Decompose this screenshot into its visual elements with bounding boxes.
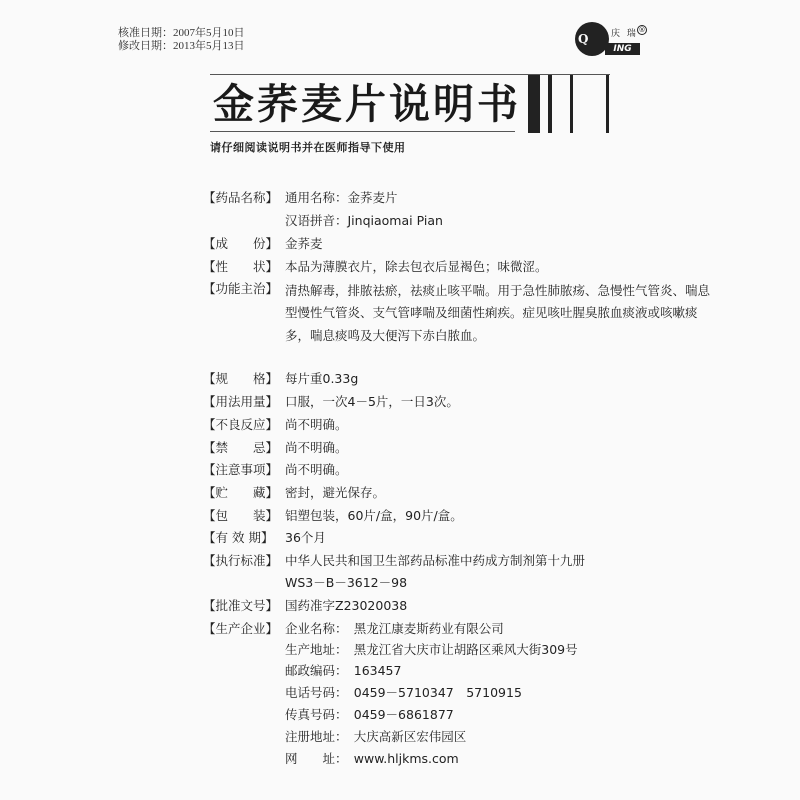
title-underline bbox=[210, 131, 515, 132]
registered-mark: ® bbox=[638, 26, 646, 34]
label-indications: 【功能主治】 bbox=[203, 281, 279, 296]
logo-band: ING bbox=[605, 43, 640, 55]
value-adverse: 尚不明确。 bbox=[285, 417, 348, 432]
phone-number: 电话号码： 0459－5710347 5710915 bbox=[285, 685, 522, 700]
logo-chinese-text: 庆 瑞 bbox=[611, 29, 638, 39]
generic-name: 通用名称：金荞麦片 bbox=[285, 190, 398, 205]
value-description: 本品为薄膜衣片，除去包衣后显褐色；味微涩。 bbox=[285, 259, 548, 274]
page-title: 金荞麦片说明书 bbox=[213, 80, 521, 128]
value-usage: 口服，一次4－5片，一日3次。 bbox=[285, 394, 459, 409]
label-manufacturer: 【生产企业】 bbox=[203, 621, 279, 636]
label-storage: 【贮 藏】 bbox=[203, 485, 279, 500]
revise-date: 修改日期：2013年5月13日 bbox=[118, 40, 245, 52]
fax-number: 传真号码： 0459－6861877 bbox=[285, 707, 454, 722]
label-standard: 【执行标准】 bbox=[203, 553, 279, 568]
label-precautions: 【注意事项】 bbox=[203, 462, 279, 477]
value-precautions: 尚不明确。 bbox=[285, 462, 348, 477]
approve-date: 核准日期：2007年5月10日 bbox=[118, 27, 245, 39]
value-package: 铝塑包装，60片/盒，90片/盒。 bbox=[285, 508, 463, 523]
value-indications: 清热解毒，排脓祛瘀，祛痰止咳平喘。用于急性肺脓疡、急慢性气管炎、喘息型慢性气管炎、支气管哮喘及细菌性痢疾。症见咳吐腥臭脓血痰液或咳嗽痰多，喘息痰鸣及大便泻下赤白脓血。 bbox=[285, 283, 711, 343]
title-stripes bbox=[520, 75, 610, 133]
label-usage: 【用法用量】 bbox=[203, 394, 279, 409]
label-package: 【包 装】 bbox=[203, 508, 279, 523]
website: 网 址： www.hljkms.com bbox=[285, 751, 459, 766]
standard-line1: 中华人民共和国卫生部药品标准中药成方制剂第十九册 bbox=[285, 553, 586, 568]
company-name: 企业名称： 黑龙江康麦斯药业有限公司 bbox=[285, 621, 504, 636]
approval-dates bbox=[118, 27, 245, 53]
logo-circle: Q bbox=[575, 22, 609, 56]
label-validity: 【有 效 期】 bbox=[203, 530, 274, 545]
value-ingredients: 金荞麦 bbox=[285, 236, 323, 251]
pinyin-name: 汉语拼音：Jinqiaomai Pian bbox=[285, 213, 443, 228]
value-approval: 国药准字Z23020038 bbox=[285, 598, 408, 613]
label-spec: 【规 格】 bbox=[203, 371, 279, 386]
value-spec: 每片重0.33g bbox=[285, 371, 359, 386]
label-adverse: 【不良反应】 bbox=[203, 417, 279, 432]
label-approval: 【批准文号】 bbox=[203, 598, 279, 613]
reading-notice: 请仔细阅读说明书并在医师指导下使用 bbox=[210, 141, 406, 154]
label-description: 【性 状】 bbox=[203, 259, 279, 274]
title-bar bbox=[210, 74, 610, 133]
registered-address: 注册地址： 大庆高新区宏伟园区 bbox=[285, 729, 467, 744]
label-drug-name: 【药品名称】 bbox=[203, 190, 279, 205]
standard-line2: WS3－B－3612－98 bbox=[285, 575, 408, 590]
company-logo bbox=[575, 20, 665, 62]
production-address: 生产地址： 黑龙江省大庆市让胡路区乘风大街309号 bbox=[285, 642, 578, 657]
value-storage: 密封，避光保存。 bbox=[285, 485, 386, 500]
label-ingredients: 【成 份】 bbox=[203, 236, 279, 251]
label-contraindications: 【禁 忌】 bbox=[203, 440, 279, 455]
value-validity: 36个月 bbox=[285, 530, 326, 545]
value-contraindications: 尚不明确。 bbox=[285, 440, 348, 455]
postcode: 邮政编码： 163457 bbox=[285, 663, 402, 678]
